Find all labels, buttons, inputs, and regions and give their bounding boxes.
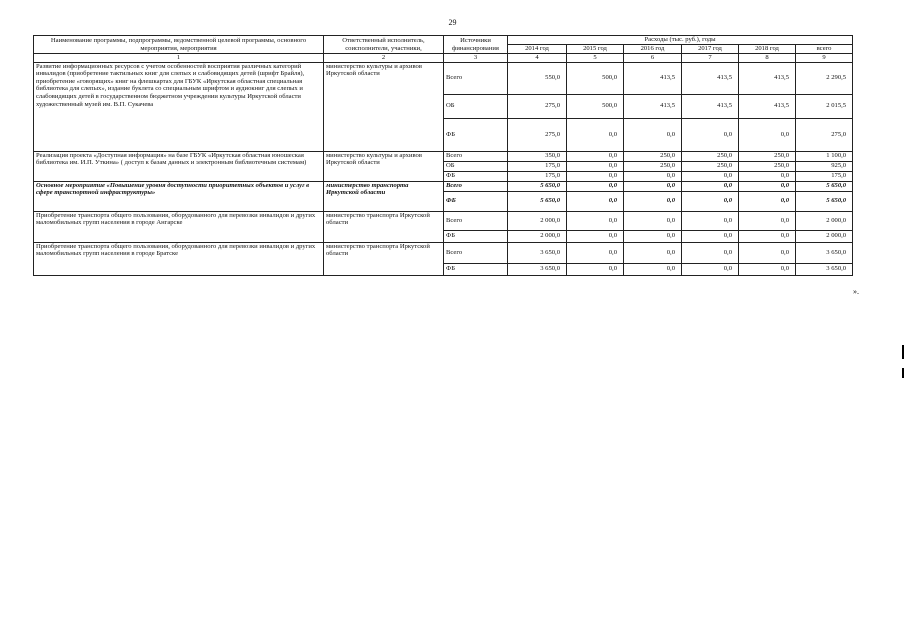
activity-name: Реализация проекта «Доступная информация» на базе ГБУК «Иркутская областная юношеская библиотека им. И.П. Уткина» ( доступ к базам данных и электронным библиотечным системам) [34,151,324,181]
column-number: 5 [567,54,624,63]
budget-table [33,35,853,276]
value-cell: 250,0 [682,151,739,161]
closing-quote: ». [853,287,859,296]
activity-executor: министерство транспорта Иркутской области [324,181,444,211]
value-cell: 3 650,0 [508,263,567,275]
table-row [34,242,853,263]
funding-source: ФБ [444,118,508,151]
value-cell: 413,5 [624,94,682,118]
value-cell: 3 650,0 [508,242,567,263]
column-number: 4 [508,54,567,63]
activity-name: Развитие информационных ресурсов с учетом особенностей восприятия различных категорий инвалидов (приобретение тактильных книг для слепых и слабовидящих детей (шрифт Брайля), приобретение «говорящих» книг на флешкартах для ГБУК «Иркутская областная специальная библиотека для слепых», издание буклета со специальным шрифтом и аудиокниг для слепых и слабовидящих детей в государственном бюджетном учреждении культуры Иркутской области художественный музей им. В.П. Сукачева [34,62,324,151]
header-source: Источники финансирования [444,36,508,54]
page-number: 29 [448,18,457,27]
funding-source: ФБ [444,230,508,242]
total-cell: 2 000,0 [796,230,853,242]
funding-source: Всего [444,151,508,161]
value-cell: 0,0 [682,181,739,191]
header-name: Наименование программы, подпрограммы, ведомственной целевой программы, основного мероприятия, мероприятия [34,36,324,54]
total-cell: 3 650,0 [796,263,853,275]
total-cell: 275,0 [796,118,853,151]
header-year: 2016 год [624,45,682,54]
funding-source: Всего [444,62,508,94]
value-cell: 250,0 [739,151,796,161]
table-row [34,62,853,94]
activity-executor: министерство культуры и архивов Иркутской области [324,151,444,181]
funding-source: Всего [444,181,508,191]
value-cell: 0,0 [567,211,624,230]
value-cell: 0,0 [739,242,796,263]
value-cell: 2 000,0 [508,230,567,242]
column-number: 8 [739,54,796,63]
value-cell: 550,0 [508,62,567,94]
value-cell: 0,0 [624,191,682,211]
value-cell: 0,0 [682,191,739,211]
activity-name: Основное мероприятие «Повышение уровня доступности приоритетных объектов и услуг в сфере транспортной инфраструктуры» [34,181,324,211]
total-cell: 1 100,0 [796,151,853,161]
total-cell: 3 650,0 [796,242,853,263]
value-cell: 0,0 [682,242,739,263]
total-cell: 5 650,0 [796,181,853,191]
value-cell: 413,5 [682,94,739,118]
value-cell: 0,0 [739,211,796,230]
value-cell: 0,0 [567,263,624,275]
column-number: 9 [796,54,853,63]
scan-edge-mark [902,368,904,378]
value-cell: 275,0 [508,94,567,118]
value-cell: 0,0 [567,242,624,263]
value-cell: 175,0 [508,171,567,181]
total-cell: 925,0 [796,161,853,171]
funding-source: ОБ [444,161,508,171]
value-cell: 0,0 [739,181,796,191]
value-cell: 0,0 [624,263,682,275]
value-cell: 413,5 [682,62,739,94]
total-cell: 2 290,5 [796,62,853,94]
value-cell: 413,5 [739,62,796,94]
column-number: 2 [324,54,444,63]
value-cell: 0,0 [624,242,682,263]
funding-source: ФБ [444,263,508,275]
value-cell: 0,0 [682,230,739,242]
table-row [34,181,853,191]
value-cell: 0,0 [739,118,796,151]
header-total: всего [796,45,853,54]
value-cell: 2 000,0 [508,211,567,230]
value-cell: 0,0 [567,230,624,242]
value-cell: 500,0 [567,94,624,118]
value-cell: 0,0 [682,118,739,151]
value-cell: 0,0 [624,171,682,181]
value-cell: 0,0 [682,211,739,230]
total-cell: 2 015,5 [796,94,853,118]
activity-executor: министерство культуры и архивов Иркутской области [324,62,444,151]
value-cell: 0,0 [624,118,682,151]
funding-source: ОБ [444,94,508,118]
header-year: 2014 год [508,45,567,54]
total-cell: 2 000,0 [796,211,853,230]
header-year: 2018 год [739,45,796,54]
header-row [34,36,853,45]
table-row [34,211,853,230]
scan-edge-mark [902,345,904,359]
funding-source: Всего [444,242,508,263]
value-cell: 0,0 [682,263,739,275]
value-cell: 0,0 [682,171,739,181]
header-expenses: Расходы (тыс. руб.), годы [508,36,853,45]
value-cell: 275,0 [508,118,567,151]
value-cell: 0,0 [624,181,682,191]
value-cell: 350,0 [508,151,567,161]
funding-source: ФБ [444,191,508,211]
value-cell: 0,0 [567,118,624,151]
funding-source: ФБ [444,171,508,181]
value-cell: 0,0 [567,151,624,161]
value-cell: 0,0 [739,230,796,242]
value-cell: 0,0 [739,171,796,181]
value-cell: 250,0 [739,161,796,171]
value-cell: 0,0 [567,161,624,171]
value-cell: 0,0 [739,191,796,211]
value-cell: 250,0 [624,151,682,161]
value-cell: 500,0 [567,62,624,94]
column-number: 7 [682,54,739,63]
value-cell: 0,0 [567,171,624,181]
column-number: 6 [624,54,682,63]
value-cell: 175,0 [508,161,567,171]
value-cell: 250,0 [682,161,739,171]
value-cell: 0,0 [624,230,682,242]
value-cell: 0,0 [739,263,796,275]
value-cell: 0,0 [624,211,682,230]
value-cell: 5 650,0 [508,181,567,191]
value-cell: 413,5 [624,62,682,94]
value-cell: 0,0 [567,191,624,211]
header-year: 2015 год [567,45,624,54]
value-cell: 5 650,0 [508,191,567,211]
column-number: 1 [34,54,324,63]
value-cell: 250,0 [624,161,682,171]
table-row [34,151,853,161]
activity-executor: министерство транспорта Иркутской области [324,242,444,275]
total-cell: 5 650,0 [796,191,853,211]
value-cell: 413,5 [739,94,796,118]
activity-executor: министерство транспорта Иркутской области [324,211,444,242]
total-cell: 175,0 [796,171,853,181]
header-executor: Ответственный исполнитель, соисполнители, участники, [324,36,444,54]
value-cell: 0,0 [567,181,624,191]
activity-name: Приобретение транспорта общего пользования, оборудованного для перевозки инвалидов и других маломобильных групп населения в городе Ангарске [34,211,324,242]
funding-source: Всего [444,211,508,230]
column-number: 3 [444,54,508,63]
column-numbers-row [34,54,853,63]
header-year: 2017 год [682,45,739,54]
activity-name: Приобретение транспорта общего пользования, оборудованного для перевозки инвалидов и других маломобильных групп населения в городе Братске [34,242,324,275]
